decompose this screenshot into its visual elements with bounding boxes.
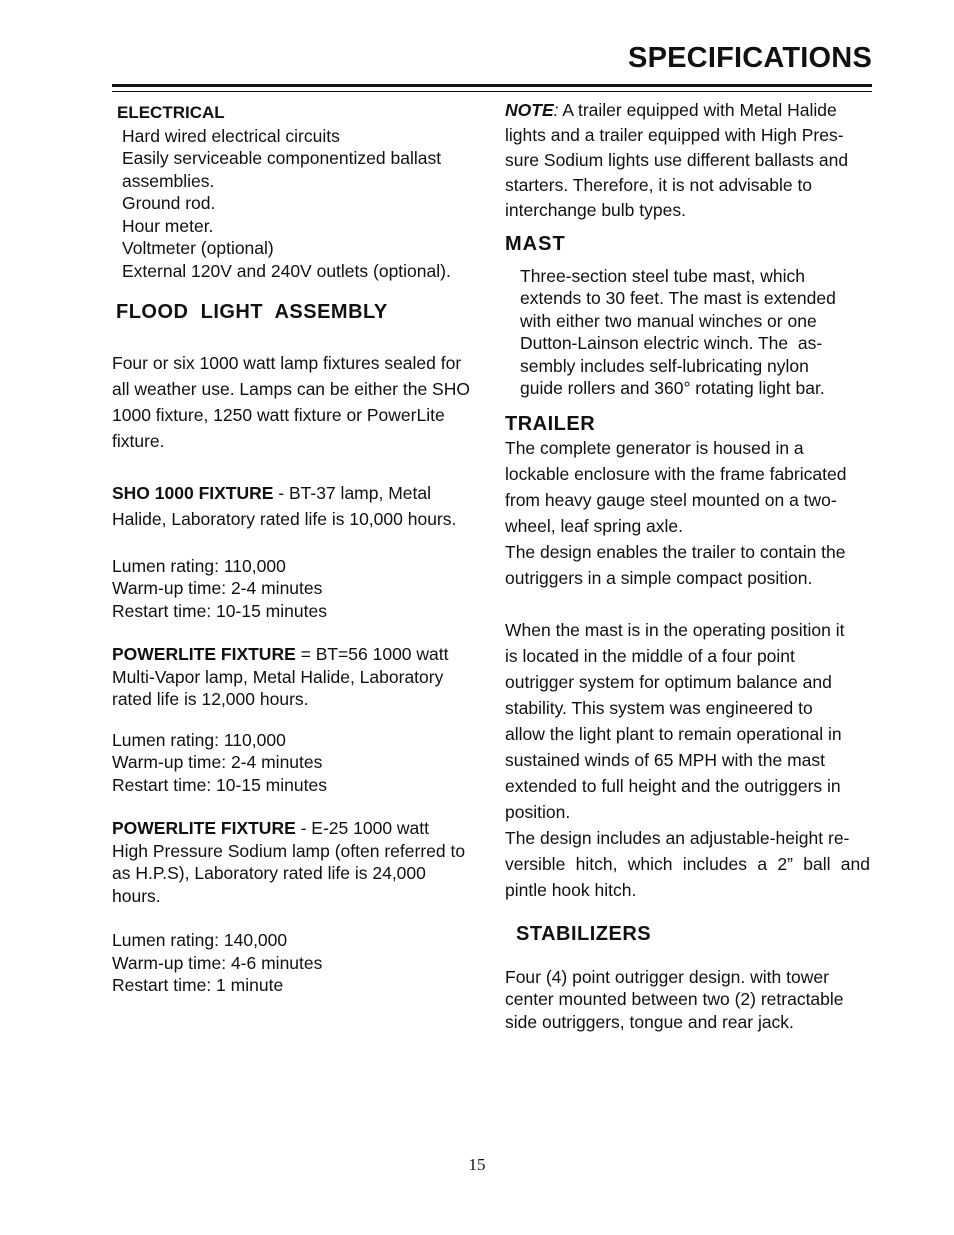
text-span: - E-25 1000 watt — [295, 818, 430, 838]
spec-line: Lumen rating: 110,000 — [112, 555, 286, 576]
flood-light-section — [112, 301, 487, 997]
text-line: hours. — [112, 885, 161, 906]
powerlite-hps-specs — [112, 929, 487, 997]
text-line: sustained winds of 65 MPH with the mast — [505, 750, 826, 770]
spec-line: Restart time: 10-15 minutes — [112, 774, 327, 795]
text-line: 1000 fixture, 1250 watt fixture or PowerLite — [112, 404, 445, 425]
list-item: External 120V and 240V outlets (optional). — [122, 260, 451, 281]
text-line: sembly includes self-lubricating nylon — [520, 355, 809, 376]
text-span: A trailer equipped with Metal Halide — [558, 100, 837, 120]
text-line: The design enables the trailer to contain the — [505, 542, 846, 562]
electrical-heading: ELECTRICAL — [117, 103, 225, 122]
text-line: all weather use. Lamps can be either the SHO — [112, 378, 470, 399]
text-line: When the mast is in the operating position it — [505, 620, 845, 640]
note-colon: : — [553, 100, 559, 120]
list-item: Easily serviceable componentized ballast — [122, 148, 442, 168]
text-line: lights and a trailer equipped with High Pres- — [505, 125, 844, 145]
text-span: - BT-37 lamp, Metal — [273, 482, 432, 503]
electrical-list — [122, 125, 487, 283]
list-item: assemblies. — [122, 170, 215, 191]
right-column — [505, 98, 870, 1033]
stabilizers-section — [505, 923, 870, 1033]
text-line: sure Sodium lights use different ballasts and — [505, 150, 849, 170]
text-line: extends to 30 feet. The mast is extended — [520, 288, 836, 308]
text-line: versible hitch, which includes a 2” ball and — [505, 854, 870, 874]
spec-line: Lumen rating: 140,000 — [112, 930, 288, 950]
powerlite-hps-block — [112, 817, 487, 907]
text-line: interchange bulb types. — [505, 200, 686, 220]
text-line — [112, 643, 487, 666]
text-line: as H.P.S), Laboratory rated life is 24,000 — [112, 863, 426, 883]
sho-fixture-block — [112, 480, 487, 532]
text-line — [505, 98, 870, 123]
text-line: The complete generator is housed in a — [505, 438, 804, 458]
text-line: The design includes an adjustable-height re- — [505, 828, 850, 848]
spec-line: Restart time: 1 minute — [112, 975, 284, 995]
mast-section — [505, 233, 870, 400]
text-line: Four (4) point outrigger design. with tower — [505, 966, 829, 987]
text-line — [112, 817, 487, 840]
text-line: allow the light plant to remain operational in — [505, 724, 842, 744]
text-line: center mounted between two (2) retractable — [505, 989, 844, 1009]
list-item: Voltmeter (optional) — [122, 238, 274, 258]
electrical-section — [112, 102, 487, 282]
stabilizers-text — [505, 966, 870, 1034]
spacer — [505, 591, 870, 617]
text-span: = BT=56 1000 watt — [295, 644, 449, 664]
text-line: fixture. — [112, 430, 165, 451]
mast-text — [520, 265, 870, 400]
text-line: wheel, leaf spring axle. — [505, 516, 684, 536]
text-line: outrigger system for optimum balance and — [505, 672, 832, 692]
text-line: starters. Therefore, it is not advisable to — [505, 175, 813, 195]
text-line: rated life is 12,000 hours. — [112, 689, 309, 709]
mast-heading: MAST — [505, 233, 566, 255]
sho-fixture-specs — [112, 555, 487, 623]
sho-fixture-label: SHO 1000 FIXTURE — [112, 482, 274, 503]
list-item: Hour meter. — [122, 215, 214, 236]
powerlite-mh-specs — [112, 729, 487, 797]
powerlite-fixture-label: POWERLITE FIXTURE — [112, 644, 296, 664]
note-label: NOTE — [505, 100, 554, 120]
trailer-text — [505, 435, 870, 903]
flood-light-heading: FLOOD LIGHT ASSEMBLY — [116, 301, 388, 323]
text-line: extended to full height and the outriggers in — [505, 776, 841, 796]
list-item: Ground rod. — [122, 193, 216, 213]
text-line: Multi-Vapor lamp, Metal Halide, Laboratory — [112, 666, 444, 687]
text-line: from heavy gauge steel mounted on a two- — [505, 490, 837, 510]
text-line: pintle hook hitch. — [505, 880, 637, 900]
header-rule-thick — [112, 84, 872, 87]
header-rule-thin — [112, 91, 872, 92]
text-line: Dutton-Lainson electric winch. The as- — [520, 333, 823, 353]
text-line: High Pressure Sodium lamp (often referred to — [112, 840, 466, 861]
text-line: guide rollers and 360° rotating light bar. — [520, 378, 825, 398]
left-column — [112, 102, 487, 997]
trailer-heading: TRAILER — [505, 412, 596, 435]
spec-line: Warm-up time: 2-4 minutes — [112, 752, 323, 772]
stabilizers-heading: STABILIZERS — [516, 923, 652, 945]
page-number: 15 — [468, 1155, 486, 1174]
note-section — [505, 98, 870, 223]
powerlite-fixture-label: POWERLITE FIXTURE — [112, 818, 296, 838]
text-line: Three-section steel tube mast, which — [520, 265, 805, 286]
list-item: Hard wired electrical circuits — [122, 125, 340, 146]
text-line: position. — [505, 802, 571, 822]
flood-intro — [112, 350, 487, 454]
spec-line: Warm-up time: 4-6 minutes — [112, 952, 323, 973]
spec-line: Lumen rating: 110,000 — [112, 729, 286, 750]
text-line: outriggers in a simple compact position. — [505, 568, 813, 588]
text-line: stability. This system was engineered to — [505, 698, 813, 718]
text-line: Halide, Laboratory rated life is 10,000 hours. — [112, 508, 457, 529]
spec-line: Warm-up time: 2-4 minutes — [112, 578, 323, 598]
text-line: side outriggers, tongue and rear jack. — [505, 1011, 794, 1032]
text-line: with either two manual winches or one — [520, 310, 817, 331]
page-title: SPECIFICATIONS — [628, 42, 872, 74]
powerlite-mh-block — [112, 643, 487, 711]
text-line: Four or six 1000 watt lamp fixtures sealed for — [112, 352, 462, 373]
text-line: lockable enclosure with the frame fabricated — [505, 464, 847, 484]
trailer-section — [505, 413, 870, 904]
text-line: is located in the middle of a four point — [505, 646, 795, 666]
spec-line: Restart time: 10-15 minutes — [112, 600, 327, 621]
text-line — [112, 480, 487, 506]
